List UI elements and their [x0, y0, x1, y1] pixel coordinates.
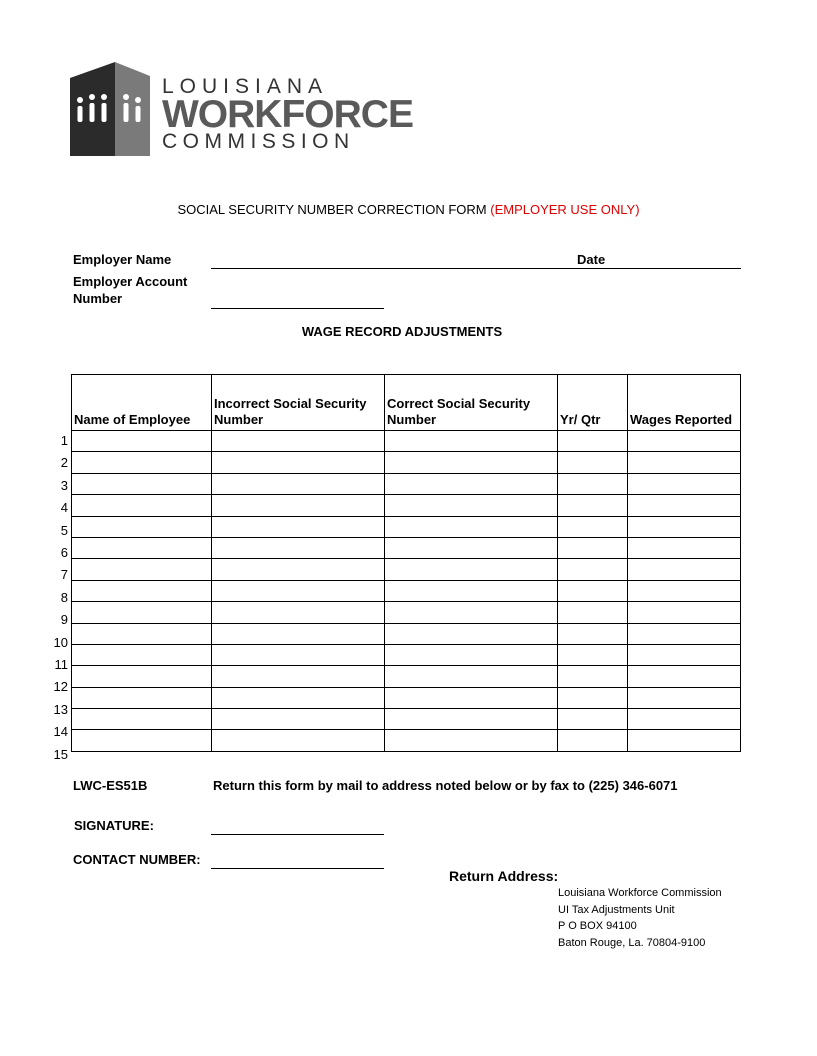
wages-reported-cell[interactable]: [628, 580, 741, 601]
wages-reported-cell[interactable]: [628, 623, 741, 644]
employee-name-cell[interactable]: [72, 559, 212, 580]
logo-line-2: WORKFORCE: [162, 93, 413, 136]
employee-name-cell[interactable]: [72, 666, 212, 687]
table-row: [72, 452, 741, 473]
lwc-logo: [70, 62, 415, 156]
correct-ssn-cell[interactable]: [385, 559, 558, 580]
table-row: [72, 431, 741, 452]
yr-qtr-cell[interactable]: [558, 473, 628, 494]
row-number: 10: [53, 634, 68, 650]
return-instructions: Return this form by mail to address noted below or by fax to (225) 346-6071: [213, 778, 678, 793]
yr-qtr-cell[interactable]: [558, 452, 628, 473]
correct-ssn-cell[interactable]: [385, 730, 558, 751]
logo-line-3: COMMISSION: [162, 130, 355, 153]
row-number: 7: [60, 567, 68, 583]
row-number: 15: [53, 746, 68, 762]
row-number: 8: [60, 589, 68, 605]
table-header-row: [72, 375, 741, 431]
table-row: [72, 602, 741, 623]
table-row: [72, 644, 741, 665]
correct-ssn-cell[interactable]: [385, 623, 558, 644]
wages-reported-cell[interactable]: [628, 666, 741, 687]
employer-account-field[interactable]: [211, 308, 384, 309]
incorrect-ssn-cell[interactable]: [212, 537, 385, 558]
section-title: WAGE RECORD ADJUSTMENTS: [301, 324, 503, 339]
address-line-4: Baton Rouge, La. 70804-9100: [558, 937, 706, 950]
signature-field[interactable]: [211, 834, 384, 835]
correct-ssn-cell[interactable]: [385, 666, 558, 687]
employee-name-cell[interactable]: [72, 495, 212, 516]
table-row: [72, 559, 741, 580]
table-row: [72, 473, 741, 494]
row-number: 14: [53, 724, 68, 740]
yr-qtr-cell[interactable]: [558, 666, 628, 687]
contact-number-field[interactable]: [211, 868, 384, 869]
address-line-2: UI Tax Adjustments Unit: [558, 903, 675, 916]
incorrect-ssn-cell[interactable]: [212, 623, 385, 644]
employee-name-cell[interactable]: [72, 644, 212, 665]
yr-qtr-cell[interactable]: [558, 730, 628, 751]
wages-reported-cell[interactable]: [628, 537, 741, 558]
yr-qtr-cell[interactable]: [558, 559, 628, 580]
yr-qtr-cell[interactable]: [558, 623, 628, 644]
wages-reported-cell[interactable]: [628, 730, 741, 751]
header-wages-reported: Wages Reported: [628, 375, 741, 431]
wages-reported-cell[interactable]: [628, 495, 741, 516]
row-number: 11: [54, 657, 68, 672]
employer-name-label: Employer Name: [73, 252, 172, 267]
incorrect-ssn-cell[interactable]: [212, 559, 385, 580]
correct-ssn-cell[interactable]: [385, 537, 558, 558]
header-yr-qtr: Yr/ Qtr: [558, 375, 628, 431]
incorrect-ssn-cell[interactable]: [212, 666, 385, 687]
employee-name-cell[interactable]: [72, 623, 212, 644]
incorrect-ssn-cell[interactable]: [212, 602, 385, 623]
employee-name-cell[interactable]: [72, 709, 212, 730]
employer-name-field[interactable]: [211, 268, 741, 269]
table-row: [72, 666, 741, 687]
employee-name-cell[interactable]: [72, 431, 212, 452]
header-correct-ssn: Correct Social Security Number: [385, 375, 558, 431]
wages-reported-cell[interactable]: [628, 516, 741, 537]
row-number: 3: [60, 477, 68, 493]
yr-qtr-cell[interactable]: [558, 495, 628, 516]
employer-account-label: [73, 273, 187, 307]
employee-name-cell[interactable]: [72, 602, 212, 623]
row-number: 1: [60, 433, 68, 448]
correct-ssn-cell[interactable]: [385, 687, 558, 708]
yr-qtr-cell[interactable]: [558, 431, 628, 452]
employee-name-cell[interactable]: [72, 516, 212, 537]
wages-reported-cell[interactable]: [628, 431, 741, 452]
return-address-label: Return Address:: [449, 868, 559, 884]
yr-qtr-cell[interactable]: [558, 709, 628, 730]
correct-ssn-cell[interactable]: [385, 516, 558, 537]
row-number: 4: [60, 500, 68, 516]
incorrect-ssn-cell[interactable]: [212, 730, 385, 751]
contact-number-label: CONTACT NUMBER:: [73, 852, 201, 867]
row-number: 9: [60, 612, 68, 628]
header-incorrect-ssn: Incorrect Social Security Number: [212, 375, 385, 431]
row-number: 5: [60, 522, 68, 538]
table-row: [72, 730, 741, 751]
table-row: [72, 709, 741, 730]
table-row: [72, 537, 741, 558]
wages-reported-cell[interactable]: [628, 473, 741, 494]
correct-ssn-cell[interactable]: [385, 431, 558, 452]
row-number: 2: [60, 455, 68, 471]
correct-ssn-cell[interactable]: [385, 644, 558, 665]
return-address: [558, 885, 722, 952]
incorrect-ssn-cell[interactable]: [212, 473, 385, 494]
yr-qtr-cell[interactable]: [558, 602, 628, 623]
wages-reported-cell[interactable]: [628, 644, 741, 665]
table-row: [72, 687, 741, 708]
employee-name-cell[interactable]: [72, 473, 212, 494]
row-number: 12: [53, 679, 68, 695]
wages-reported-cell[interactable]: [628, 602, 741, 623]
incorrect-ssn-cell[interactable]: [212, 709, 385, 730]
correct-ssn-cell[interactable]: [385, 452, 558, 473]
employer-account-label-line2: Number: [73, 291, 123, 306]
wage-record-table: [71, 374, 741, 752]
yr-qtr-cell[interactable]: [558, 644, 628, 665]
incorrect-ssn-cell[interactable]: [212, 495, 385, 516]
correct-ssn-cell[interactable]: [385, 580, 558, 601]
yr-qtr-cell[interactable]: [558, 516, 628, 537]
incorrect-ssn-cell[interactable]: [212, 452, 385, 473]
lwc-logo-mark: [70, 62, 160, 156]
incorrect-ssn-cell[interactable]: [212, 580, 385, 601]
address-line-3: P O BOX 94100: [558, 920, 637, 933]
correct-ssn-cell[interactable]: [385, 495, 558, 516]
table-row: [72, 580, 741, 601]
wages-reported-cell[interactable]: [628, 452, 741, 473]
incorrect-ssn-cell[interactable]: [212, 644, 385, 665]
employer-account-label-line1: Employer Account: [73, 274, 188, 289]
row-number: 6: [60, 545, 68, 560]
incorrect-ssn-cell[interactable]: [212, 687, 385, 708]
employee-name-cell[interactable]: [72, 580, 212, 601]
table-row: [72, 623, 741, 644]
table-row: [72, 516, 741, 537]
wages-reported-cell[interactable]: [628, 687, 741, 708]
employee-name-cell[interactable]: [72, 537, 212, 558]
yr-qtr-cell[interactable]: [558, 580, 628, 601]
yr-qtr-cell[interactable]: [558, 687, 628, 708]
employee-name-cell[interactable]: [72, 730, 212, 751]
form-code: LWC-ES51B: [73, 778, 148, 793]
row-number: 13: [53, 701, 68, 717]
form-title-main: SOCIAL SECURITY NUMBER CORRECTION FORM: [177, 202, 487, 217]
wages-reported-cell[interactable]: [628, 709, 741, 730]
logo-line-1: LOUISIANA: [162, 75, 329, 98]
table-row: [72, 495, 741, 516]
employee-name-cell[interactable]: [72, 687, 212, 708]
incorrect-ssn-cell[interactable]: [212, 431, 385, 452]
table-body: [72, 431, 741, 752]
correct-ssn-cell[interactable]: [385, 709, 558, 730]
date-label: Date: [577, 252, 606, 267]
incorrect-ssn-cell[interactable]: [212, 516, 385, 537]
correct-ssn-cell[interactable]: [385, 473, 558, 494]
signature-label: SIGNATURE:: [74, 818, 154, 833]
wages-reported-cell[interactable]: [628, 559, 741, 580]
correct-ssn-cell[interactable]: [385, 602, 558, 623]
form-title: [0, 202, 817, 217]
header-name-of-employee: Name of Employee: [72, 375, 212, 431]
address-line-1: Louisiana Workforce Commission: [558, 887, 722, 899]
form-title-note: (EMPLOYER USE ONLY): [490, 202, 640, 217]
yr-qtr-cell[interactable]: [558, 537, 628, 558]
employee-name-cell[interactable]: [72, 452, 212, 473]
